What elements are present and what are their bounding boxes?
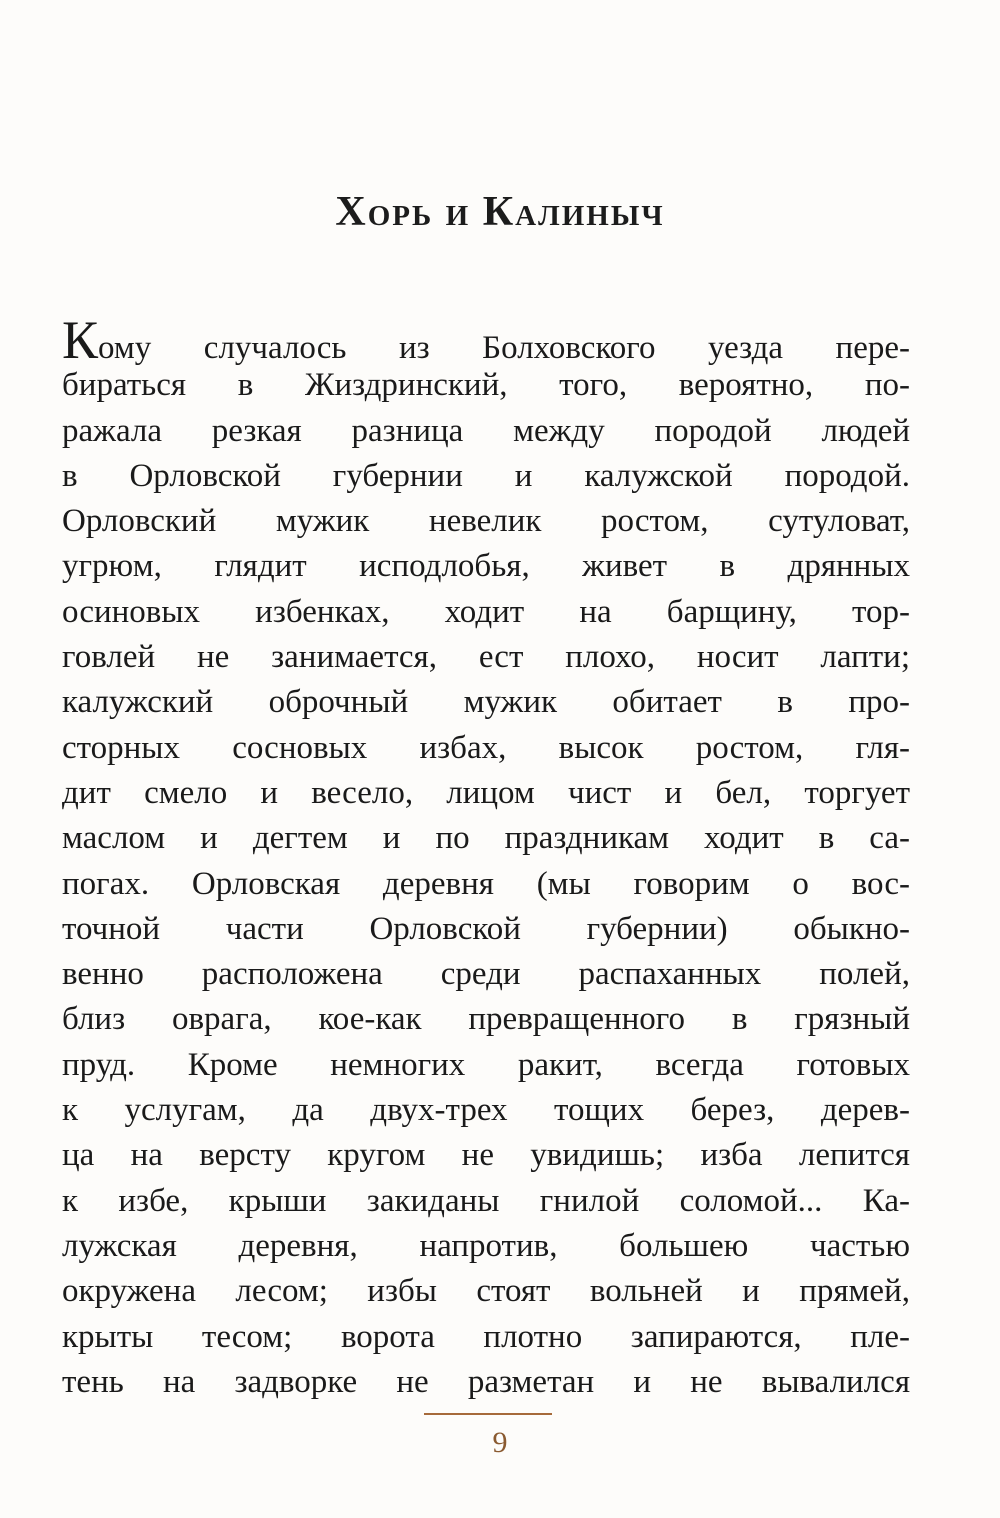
chapter-title: Хорь и Калиныч — [335, 189, 665, 235]
text-line: сторных сосновых избах, высок ростом, гля- — [62, 729, 910, 766]
first-line-text: ому случалось из Болховского уезда пере- — [98, 330, 910, 366]
text-line: крыты тесом; ворота плотно запираются, пле- — [62, 1318, 910, 1355]
text-line: угрюм, глядит исподлобья, живет в дрянных — [62, 548, 910, 585]
text-line: точной части Орловской губернии) обыкно- — [62, 910, 910, 947]
text-line: бираться в Жиздринский, того, вероятно, по- — [62, 367, 910, 404]
page-number: 9 — [492, 1426, 508, 1459]
body-text — [62, 310, 910, 1405]
text-line: венно расположена среди распаханных полей, — [62, 956, 910, 993]
text-line: Орловский мужик невелик ростом, сутуловат, — [62, 503, 910, 540]
text-line: к избе, крыши закиданы гнилой соломой... Ка- — [62, 1182, 910, 1219]
text-line: к услугам, да двух-трех тощих берез, дерев- — [62, 1092, 910, 1129]
text-line: ца на версту кругом не увидишь; изба лепится — [62, 1137, 910, 1174]
footer-divider — [424, 1413, 552, 1415]
text-line: тень на задворке не разметан и не вывалился — [62, 1363, 910, 1400]
text-line: лужская деревня, напротив, большею частью — [62, 1227, 910, 1264]
drop-cap: К — [62, 310, 99, 370]
text-line: окружена лесом; избы стоят вольней и прямей, — [62, 1273, 910, 1310]
text-line: дит смело и весело, лицом чист и бел, торгует — [62, 774, 910, 811]
text-line: осиновых избенках, ходит на барщину, тор- — [62, 593, 910, 630]
text-line: пруд. Кроме немногих ракит, всегда готовых — [62, 1046, 910, 1083]
text-line: ражала резкая разница между породой людей — [62, 412, 910, 449]
text-line: калужский оброчный мужик обитает в про- — [62, 684, 910, 721]
text-line: в Орловской губернии и калужской породой. — [62, 457, 910, 494]
text-line: маслом и дегтем и по праздникам ходит в са- — [62, 820, 910, 857]
text-line: говлей не занимается, ест плохо, носит лапти; — [62, 639, 910, 676]
text-line — [62, 310, 910, 370]
text-line: погах. Орловская деревня (мы говорим о вос- — [62, 865, 910, 902]
text-line: близ оврага, кое-как превращенного в грязный — [62, 1001, 910, 1038]
